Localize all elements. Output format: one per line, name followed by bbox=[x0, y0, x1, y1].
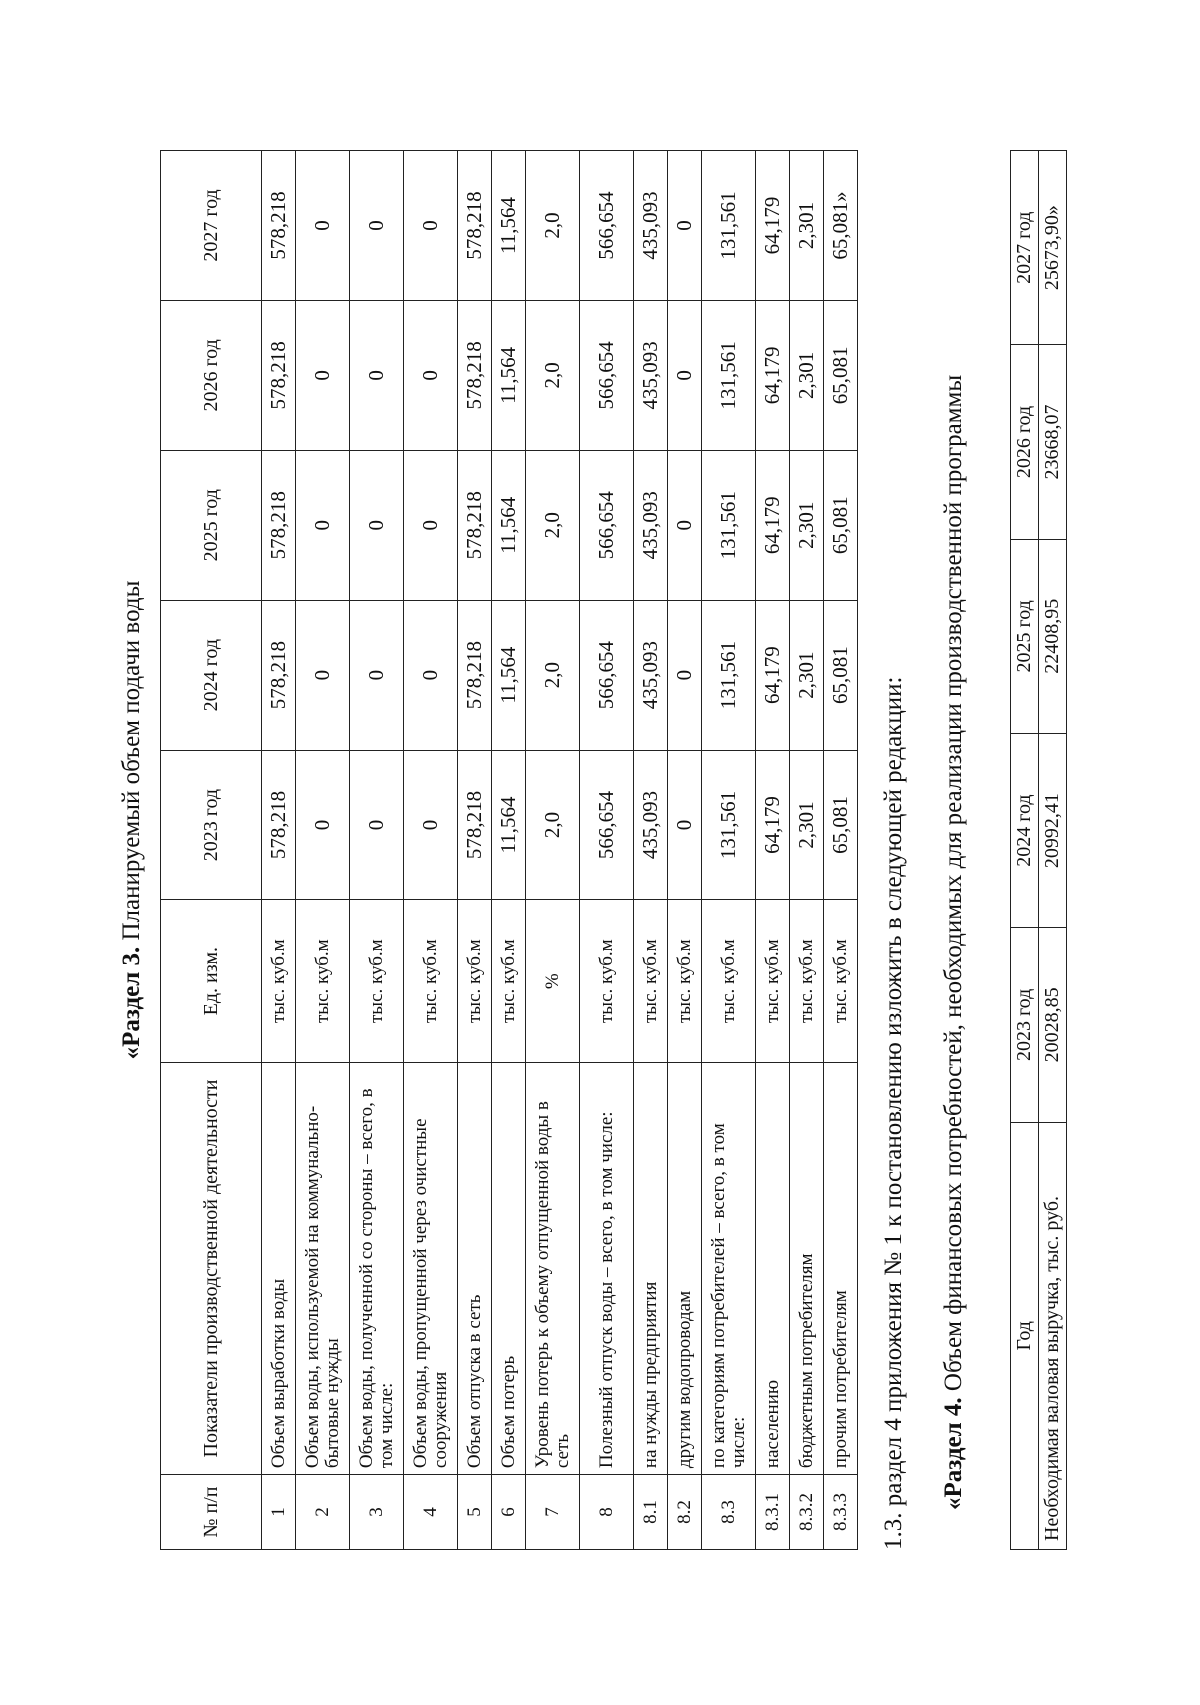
value-cell: 11,564 bbox=[492, 450, 526, 600]
row-number: 8.3.3 bbox=[824, 1475, 858, 1550]
indicator-name: Полезный отпуск воды – всего, в том числе: bbox=[580, 1062, 634, 1474]
value-cell: 0 bbox=[668, 750, 702, 900]
unit-cell: тыс. куб.м bbox=[580, 900, 634, 1062]
value-cell: 2,0 bbox=[526, 450, 580, 600]
row-number: 8.3 bbox=[702, 1475, 756, 1550]
value-cell: 0 bbox=[296, 450, 350, 600]
value-cell: 23668,07 bbox=[1039, 345, 1067, 539]
header-cell: 2026 год bbox=[1011, 345, 1039, 539]
section3-title-bold: «Раздел 3. bbox=[118, 946, 145, 1060]
value-cell: 578,218 bbox=[262, 151, 296, 301]
indicator-name: бюджетным потребителям bbox=[790, 1062, 824, 1474]
value-cell: 131,561 bbox=[702, 300, 756, 450]
unit-cell: тыс. куб.м bbox=[824, 900, 858, 1062]
unit-cell: тыс. куб.м bbox=[492, 900, 526, 1062]
header-cell: № п/п bbox=[161, 1475, 262, 1550]
section4-title bbox=[940, 110, 968, 1510]
row-number: 6 bbox=[492, 1475, 526, 1550]
value-cell: 131,561 bbox=[702, 750, 756, 900]
header-cell: 2023 год bbox=[1011, 928, 1039, 1122]
value-cell: 566,654 bbox=[580, 750, 634, 900]
value-cell: 64,179 bbox=[756, 300, 790, 450]
header-cell: 2027 год bbox=[1011, 151, 1039, 345]
unit-cell: тыс. куб.м bbox=[262, 900, 296, 1062]
value-cell: 25673,90» bbox=[1039, 151, 1067, 345]
section3-title-rest: Планируемый объем подачи воды bbox=[118, 580, 145, 947]
value-cell: 64,179 bbox=[756, 600, 790, 750]
row-number: 8.1 bbox=[634, 1475, 668, 1550]
value-cell: 0 bbox=[350, 151, 404, 301]
header-cell: Год bbox=[1011, 1122, 1039, 1549]
value-cell: 578,218 bbox=[262, 600, 296, 750]
table-body bbox=[262, 151, 858, 1550]
value-cell: 578,218 bbox=[458, 151, 492, 301]
value-cell: 131,561 bbox=[702, 600, 756, 750]
table-header-row bbox=[1011, 151, 1039, 1550]
value-cell: 64,179 bbox=[756, 750, 790, 900]
indicator-name: Объем воды, полученной со стороны – всего, в том числе: bbox=[350, 1062, 404, 1474]
table-row bbox=[824, 151, 858, 1550]
value-cell: 0 bbox=[350, 750, 404, 900]
row-number: 1 bbox=[262, 1475, 296, 1550]
row-number: 5 bbox=[458, 1475, 492, 1550]
value-cell: 20992,41 bbox=[1039, 733, 1067, 927]
value-cell: 566,654 bbox=[580, 450, 634, 600]
value-cell: 0 bbox=[404, 300, 458, 450]
value-cell: 0 bbox=[404, 450, 458, 600]
value-cell: 2,301 bbox=[790, 600, 824, 750]
value-cell: 435,093 bbox=[634, 300, 668, 450]
value-cell: 2,301 bbox=[790, 151, 824, 301]
value-cell: 0 bbox=[296, 750, 350, 900]
unit-cell: тыс. куб.м bbox=[350, 900, 404, 1062]
value-cell: 64,179 bbox=[756, 151, 790, 301]
header-cell: 2026 год bbox=[161, 300, 262, 450]
value-cell: 0 bbox=[296, 151, 350, 301]
row-number: 3 bbox=[350, 1475, 404, 1550]
header-cell: 2024 год bbox=[161, 600, 262, 750]
value-cell: 65,081 bbox=[824, 450, 858, 600]
amendment-paragraph: 1.3. раздел 4 приложения № 1 к постановлению изложить в следующей редакции: bbox=[880, 676, 907, 1550]
value-cell: 435,093 bbox=[634, 151, 668, 301]
unit-cell: тыс. куб.м bbox=[668, 900, 702, 1062]
indicator-name: Объем потерь bbox=[492, 1062, 526, 1474]
header-cell: 2024 год bbox=[1011, 733, 1039, 927]
table-row bbox=[526, 151, 580, 1550]
table-row bbox=[404, 151, 458, 1550]
value-cell: 566,654 bbox=[580, 300, 634, 450]
value-cell: 0 bbox=[350, 300, 404, 450]
value-cell: 65,081» bbox=[824, 151, 858, 301]
section3-title bbox=[118, 120, 146, 1520]
value-cell: 2,0 bbox=[526, 600, 580, 750]
table-row bbox=[790, 151, 824, 1550]
indicator-name: населению bbox=[756, 1062, 790, 1474]
table-row bbox=[634, 151, 668, 1550]
section4-title-rest: Объем финансовых потребностей, необходимых для реализации производственной программы bbox=[940, 374, 967, 1398]
value-cell: 11,564 bbox=[492, 151, 526, 301]
table-row bbox=[262, 151, 296, 1550]
water-supply-table bbox=[160, 150, 858, 1550]
indicator-name: Объем выработки воды bbox=[262, 1062, 296, 1474]
header-cell: 2023 год bbox=[161, 750, 262, 900]
table-row bbox=[350, 151, 404, 1550]
value-cell: 435,093 bbox=[634, 450, 668, 600]
table-header-row bbox=[161, 151, 262, 1550]
value-cell: 11,564 bbox=[492, 750, 526, 900]
indicator-name: Объем воды, используемой на коммунально-бытовые нужды bbox=[296, 1062, 350, 1474]
unit-cell: тыс. куб.м bbox=[702, 900, 756, 1062]
value-cell: 2,301 bbox=[790, 450, 824, 600]
table-row bbox=[668, 151, 702, 1550]
value-cell: 0 bbox=[404, 151, 458, 301]
table-row bbox=[296, 151, 350, 1550]
table-row bbox=[702, 151, 756, 1550]
unit-cell: тыс. куб.м bbox=[634, 900, 668, 1062]
row-number: 8.3.2 bbox=[790, 1475, 824, 1550]
value-cell: 0 bbox=[668, 600, 702, 750]
row-label: Необходимая валовая выручка, тыс. руб. bbox=[1039, 1122, 1067, 1549]
row-number: 8.3.1 bbox=[756, 1475, 790, 1550]
value-cell: 2,301 bbox=[790, 750, 824, 900]
value-cell: 0 bbox=[668, 151, 702, 301]
row-number: 7 bbox=[526, 1475, 580, 1550]
value-cell: 2,0 bbox=[526, 750, 580, 900]
value-cell: 578,218 bbox=[458, 750, 492, 900]
header-cell: 2025 год bbox=[161, 450, 262, 600]
value-cell: 0 bbox=[350, 450, 404, 600]
value-cell: 435,093 bbox=[634, 600, 668, 750]
table-row bbox=[492, 151, 526, 1550]
value-cell: 578,218 bbox=[262, 750, 296, 900]
value-cell: 2,0 bbox=[526, 300, 580, 450]
unit-cell: тыс. куб.м bbox=[404, 900, 458, 1062]
header-cell: Показатели производственной деятельности bbox=[161, 1062, 262, 1474]
value-cell: 131,561 bbox=[702, 450, 756, 600]
value-cell: 578,218 bbox=[262, 450, 296, 600]
row-number: 8.2 bbox=[668, 1475, 702, 1550]
indicator-name: Объем отпуска в сеть bbox=[458, 1062, 492, 1474]
section4-title-bold: «Раздел 4. bbox=[940, 1397, 967, 1510]
table-row bbox=[458, 151, 492, 1550]
value-cell: 22408,95 bbox=[1039, 539, 1067, 733]
value-cell: 435,093 bbox=[634, 750, 668, 900]
value-cell: 578,218 bbox=[458, 300, 492, 450]
value-cell: 0 bbox=[668, 450, 702, 600]
value-cell: 578,218 bbox=[262, 300, 296, 450]
indicator-name: по категориям потребителей – всего, в том числе: bbox=[702, 1062, 756, 1474]
value-cell: 2,301 bbox=[790, 300, 824, 450]
value-cell: 578,218 bbox=[458, 600, 492, 750]
header-cell: 2025 год bbox=[1011, 539, 1039, 733]
value-cell: 0 bbox=[296, 600, 350, 750]
table-row bbox=[756, 151, 790, 1550]
unit-cell: % bbox=[526, 900, 580, 1062]
value-cell: 578,218 bbox=[458, 450, 492, 600]
indicator-name: Уровень потерь к объему отпущенной воды в сеть bbox=[526, 1062, 580, 1474]
value-cell: 0 bbox=[668, 300, 702, 450]
value-cell: 64,179 bbox=[756, 450, 790, 600]
value-cell: 65,081 bbox=[824, 600, 858, 750]
unit-cell: тыс. куб.м bbox=[296, 900, 350, 1062]
financial-needs-table bbox=[1010, 150, 1067, 1550]
value-cell: 65,081 bbox=[824, 300, 858, 450]
indicator-name: Объем воды, пропущенной через очистные сооружения bbox=[404, 1062, 458, 1474]
row-number: 4 bbox=[404, 1475, 458, 1550]
indicator-name: прочим потребителям bbox=[824, 1062, 858, 1474]
value-cell: 65,081 bbox=[824, 750, 858, 900]
unit-cell: тыс. куб.м bbox=[756, 900, 790, 1062]
value-cell: 0 bbox=[296, 300, 350, 450]
value-cell: 566,654 bbox=[580, 600, 634, 750]
value-cell: 2,0 bbox=[526, 151, 580, 301]
value-cell: 566,654 bbox=[580, 151, 634, 301]
row-number: 8 bbox=[580, 1475, 634, 1550]
unit-cell: тыс. куб.м bbox=[790, 900, 824, 1062]
row-number: 2 bbox=[296, 1475, 350, 1550]
unit-cell: тыс. куб.м bbox=[458, 900, 492, 1062]
value-cell: 0 bbox=[350, 600, 404, 750]
value-cell: 11,564 bbox=[492, 300, 526, 450]
indicator-name: на нужды предприятия bbox=[634, 1062, 668, 1474]
value-cell: 0 bbox=[404, 600, 458, 750]
header-cell: Ед. изм. bbox=[161, 900, 262, 1062]
value-cell: 131,561 bbox=[702, 151, 756, 301]
table-row bbox=[580, 151, 634, 1550]
value-cell: 0 bbox=[404, 750, 458, 900]
header-cell: 2027 год bbox=[161, 151, 262, 301]
value-cell: 20028,85 bbox=[1039, 928, 1067, 1122]
table-row bbox=[1039, 151, 1067, 1550]
indicator-name: другим водопроводам bbox=[668, 1062, 702, 1474]
value-cell: 11,564 bbox=[492, 600, 526, 750]
